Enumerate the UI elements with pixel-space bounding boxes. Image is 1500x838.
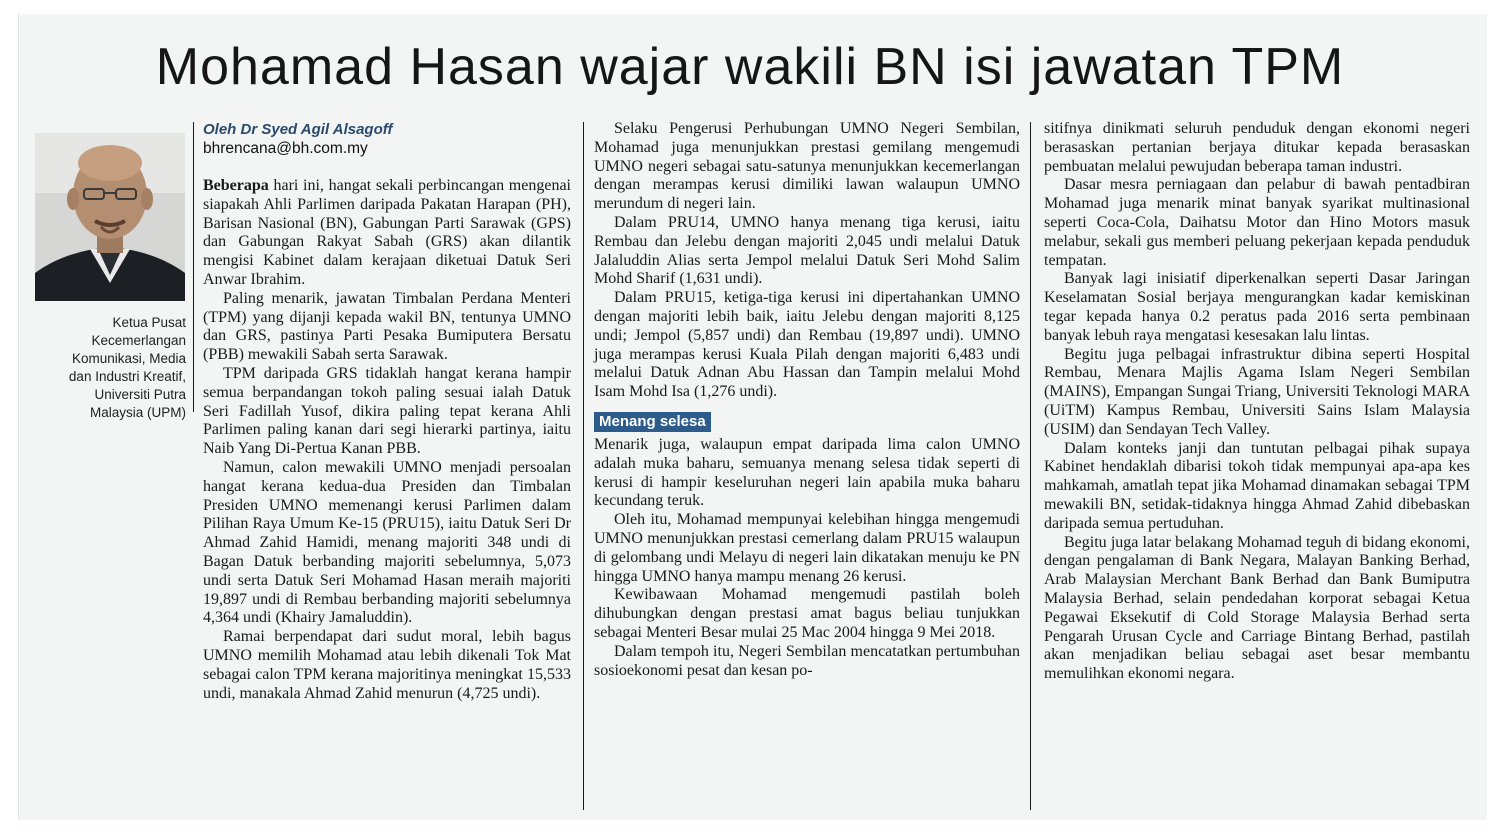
caption-line: Ketua Pusat: [112, 315, 186, 330]
paragraph: Paling menarik, jawatan Timbalan Perdana Menteri (TPM) yang dijanji kepada wakil BN, tentunya UMNO dan GRS, pastinya Parti Pesaka Bumiputera Bersatu (PBB) mewakili Sabah serta Sarawak.: [203, 289, 571, 364]
paragraph: Begitu juga latar belakang Mohamad teguh di bidang ekonomi, dengan pengalaman di Bank Negara, Malayan Banking Berhad, Arab Malaysian Merchant Bank Berhad dan Bank Bumiputra Malaysia Berhad, selain pendedahan korporat sebagai Ketua Pegawai Eksekutif di Cold Storage Malaysia Berhad serta Pengarah Urusan Cycle and Carriage Bintang Berhad, pastilah akan menjadikan beliau sebagai aset besar membantu memulihkan ekonomi negara.: [1044, 533, 1470, 683]
paragraph: Dalam tempoh itu, Negeri Sembilan mencatatkan pertumbuhan sosioekonomi pesat dan kesan po-: [594, 642, 1020, 679]
paragraph: Selaku Pengerusi Perhubungan UMNO Negeri Sembilan, Mohamad juga menunjukkan prestasi gemilang mengemudi UMNO negeri sebagai satu-satunya menunjukkan kecemerlangan dengan merampas kerusi dimiliki lawan walaupun UMNO merundum di negeri lain.: [594, 120, 1020, 213]
article-column-3: [1044, 120, 1470, 684]
paragraph: Banyak lagi inisiatif diperkenalkan seperti Dasar Jaringan Keselamatan Sosial berjaya mengurangkan kadar kemiskinan tegar kepada hanya 0.2 peratus pada 2016 serta pembinaan banyak lebuh raya mengatasi kesesakan lalu lintas.: [1044, 270, 1470, 344]
lead-word: Beberapa: [203, 177, 269, 194]
paragraph: Menarik juga, walaupun empat daripada lima calon UMNO adalah muka baharu, semuanya menang selesa tidak seperti di kerusi di hampir keseluruhan negeri lain apabila muka baharu kecundang teruk.: [594, 435, 1020, 510]
paragraph: Dalam konteks janji dan tuntutan pelbagai pihak supaya Kabinet hendaklah dibarisi tokoh tidak mempunyai apa-apa kes mahkamah, amatlah tepat jika Mohamad dinamakan sebagai TPM mewakili BN, setidak-tidaknya hingga Ahmad Zahid dibebaskan daripada semua pertuduhan.: [1044, 439, 1470, 532]
caption-line: dan Industri Kreatif,: [68, 369, 186, 384]
author-email: bhrencana@bh.com.my: [203, 140, 368, 157]
paragraph: sitifnya dinikmati seluruh penduduk dengan ekonomi negeri berasaskan pertanian berjaya ditukar kepada berasaskan pembuatan melalui pewujudan beberapa taman industri.: [1044, 120, 1470, 175]
author-name: Oleh Dr Syed Agil Alsagoff: [203, 121, 393, 138]
paragraph: TPM daripada GRS tidaklah hangat kerana hampir semua berpandangan tokoh paling sesuai ialah Datuk Seri Fadillah Yusof, dikira paling tepat kerana Ahli Parlimen paling kanan dari segi hierarki partinya, iaitu Naib Yang Di-Pertua Kanan PBB.: [203, 364, 571, 458]
column-rule: [583, 122, 584, 810]
paragraph: [203, 177, 571, 290]
paragraph: Dalam PRU14, UMNO hanya menang tiga kerusi, iaitu Rembau dan Jelebu dengan majoriti 2,045 undi melalui Datuk Jalaluddin Alias serta Jempol melalui Datuk Seri Mohd Salim Mohd Sharif (1,631 undi).: [594, 213, 1020, 288]
caption-line: Kecemerlangan: [91, 333, 186, 348]
column-rule: [1030, 122, 1031, 810]
paragraph: Dasar mesra perniagaan dan pelabur di bawah pentadbiran Mohamad juga menarik minat banyak syarikat multinasional seperti Coca-Cola, Daihatsu Motor dan Hino Motors masuk melabur, sekali gus memberi peluang pekerjaan kepada penduduk tempatan.: [1044, 176, 1470, 269]
headline: Mohamad Hasan wajar wakili BN isi jawatan TPM: [155, 38, 1345, 96]
paragraph: Dalam PRU15, ketiga-tiga kerusi ini dipertahankan UMNO dengan majoriti lebih baik, iaitu Jelebu dengan majoriti 8,125 undi; Jempol (5,857 undi) dan Rembau (19,897 undi). UMNO juga merampas kerusi Kuala Pilah dengan majoriti 6,483 undi melalui Datuk Adnan Abu Hassan dan Tampin melalui Mohd Isam Mohd Isa (1,276 undi).: [594, 289, 1020, 401]
paragraph: Namun, calon mewakili UMNO menjadi persoalan hangat kerana kedua-dua Presiden dan Timbalan Presiden UMNO memenangi kerusi Parlimen dalam Pilihan Raya Umum Ke-15 (PRU15), iaitu Datuk Seri Dr Ahmad Zahid Hamidi, menang majoriti 348 undi di Bagan Datuk berbanding majoriti sebelumnya, 5,073 undi serta Datuk Seri Mohamad Hasan meraih majoriti 19,897 undi di Rembau berbanding majoriti sebelumnya 4,364 undi (Khairy Jamaluddin).: [203, 458, 571, 627]
subheading: Menang selesa: [594, 412, 711, 432]
paragraph: Ramai berpendapat dari sudut moral, lebih bagus UMNO memilih Mohamad atau lebih dikenali Tok Mat sebagai calon TPM kerana majoritinya meningkat 15,533 undi, manakala Ahmad Zahid menurun (4,725 undi).: [203, 628, 571, 702]
byline: [203, 120, 392, 159]
paragraph: Oleh itu, Mohamad mempunyai kelebihan hingga mengemudi UMNO menunjukkan prestasi cemerlang dalam PRU15 walaupun di gelombang undi Melayu di negeri lain dikatakan menuju ke PN hingga UMNO hanya mampu menang 26 kerusi.: [594, 511, 1020, 585]
article-column-1: [203, 177, 571, 703]
article-column-2: [594, 120, 1020, 680]
paragraph: Begitu juga pelbagai infrastruktur dibina seperti Hospital Rembau, Menara Majlis Agama Islam Negeri Sembilan (MAINS), Empangan Sungai Triang, Universiti Teknologi MARA (UiTM) Kampus Rembau, Universiti Sains Islam Malaysia (USIM) dan Sendayan Tech Valley.: [1044, 345, 1470, 438]
caption-line: Malaysia (UPM): [89, 405, 186, 420]
paragraph-text: hari ini, hangat sekali perbincangan mengenai siapakah Ahli Parlimen daripada Pakatan Harapan (PH), Barisan Nasional (BN), Gabungan Parti Sarawak (GPS) dan Gabungan Rakyat Sabah (GRS) akan dilantik mengisi Kabinet dalam kerajaan diketuai Datuk Seri Anwar Ibrahim.: [203, 177, 571, 288]
photo-caption: [36, 314, 186, 422]
author-photo: [35, 133, 185, 301]
paragraph: Kewibawaan Mohamad mengemudi pastilah boleh dihubungkan dengan prestasi amat bagus beliau tunjukkan sebagai Menteri Besar mulai 25 Mac 2004 hingga 9 Mei 2018.: [594, 586, 1020, 641]
column-rule: [193, 122, 194, 412]
caption-line: Komunikasi, Media: [71, 351, 186, 366]
caption-line: Universiti Putra: [94, 387, 186, 402]
